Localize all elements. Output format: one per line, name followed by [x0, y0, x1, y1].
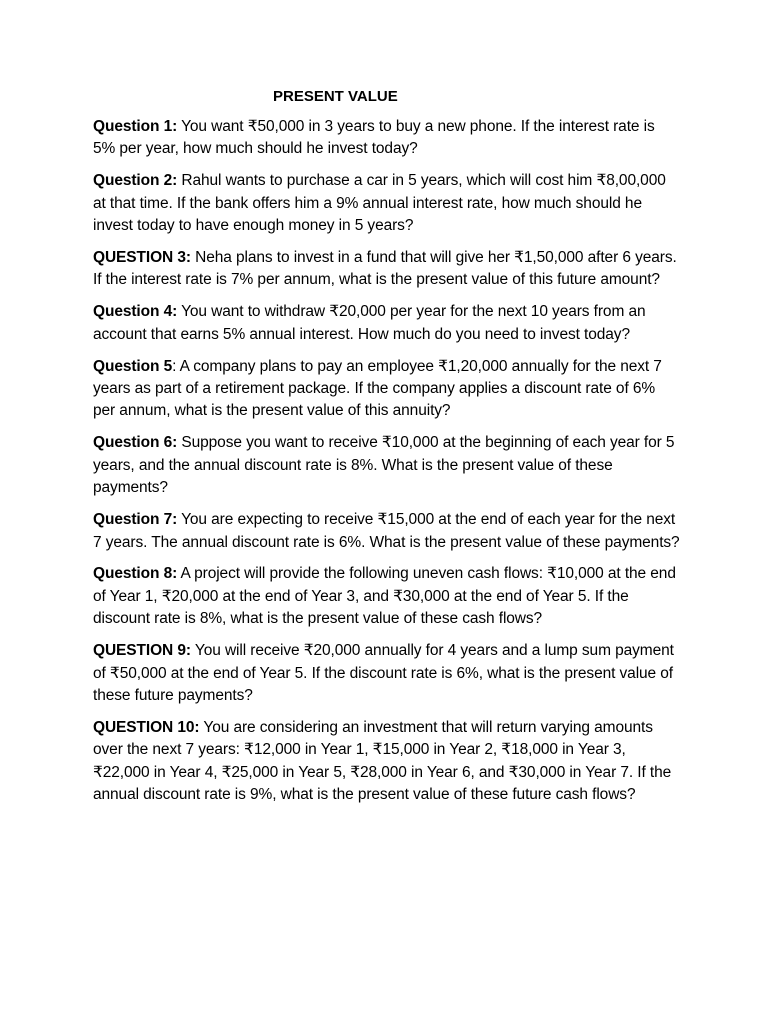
question-text: Neha plans to invest in a fund that will give her ₹1,50,000 after 6 years. If the interest rate is 7% per annum, what is the present value of this future amount? — [93, 249, 677, 289]
question-3 — [93, 247, 681, 292]
question-text: You will receive ₹20,000 annually for 4 years and a lump sum payment of ₹50,000 at the end of Year 5. If the discount rate is 6%, what is the present value of these future payments? — [93, 642, 674, 704]
question-7 — [93, 509, 681, 554]
question-label: Question 5 — [93, 357, 173, 375]
question-label: Question 2: — [93, 172, 178, 190]
question-text: You are expecting to receive ₹15,000 at the end of each year for the next 7 years. The annual discount rate is 6%. What is the present value of these payments? — [93, 511, 680, 551]
question-10 — [93, 717, 681, 807]
question-text: You want to withdraw ₹20,000 per year for the next 10 years from an account that earns 5% annual interest. How much do you need to invest today? — [93, 303, 646, 343]
question-text: A project will provide the following uneven cash flows: ₹10,000 at the end of Year 1, ₹20,000 at the end of Year 3, and ₹30,000 at the end of Year 5. If the discount rate is 8%, what is the present value of these cash flows? — [93, 565, 676, 628]
question-label: Question 6: — [93, 434, 178, 452]
question-label: QUESTION 10: — [93, 718, 200, 736]
question-9 — [93, 640, 681, 707]
question-label: QUESTION 3: — [93, 249, 191, 267]
document-title: PRESENT VALUE — [273, 88, 398, 105]
question-text: Suppose you want to receive ₹10,000 at the beginning of each year for 5 years, and the annual discount rate is 8%. What is the present value of these payments? — [93, 434, 675, 497]
question-label: Question 1: — [93, 118, 178, 135]
question-8 — [93, 563, 681, 630]
question-text: Rahul wants to purchase a car in 5 years, which will cost him ₹8,00,000 at that time. If the bank offers him a 9% annual interest rate, how much should he invest today to have enough money in 5 years? — [93, 172, 666, 235]
question-text: You want ₹50,000 in 3 years to buy a new phone. If the interest rate is 5% per year, how much should he invest today? — [93, 118, 655, 158]
question-6 — [93, 432, 681, 499]
question-label: Question 7: — [93, 511, 178, 529]
question-4 — [93, 301, 681, 346]
question-label: Question 4: — [93, 303, 178, 321]
question-label: QUESTION 9: — [93, 642, 191, 660]
question-5 — [93, 356, 681, 423]
question-label: Question 8: — [93, 565, 178, 583]
question-text: : A company plans to pay an employee ₹1,20,000 annually for the next 7 years as part of a retirement package. If the company applies a discount rate of 6% per annum, what is the present value of this annuity? — [93, 357, 662, 420]
question-1 — [93, 116, 681, 161]
question-text: You are considering an investment that will return varying amounts over the next 7 years: ₹12,000 in Year 1, ₹15,000 in Year 2, ₹18,000 in Year 3, ₹22,000 in Year 4, ₹25,000 in Year 5, ₹28,000 in Year 6, and ₹30,000 in Year 7. If the annual discount rate is 9%, what is the present value of these future cash flows? — [93, 718, 672, 804]
document-page — [93, 86, 681, 816]
question-2 — [93, 170, 681, 237]
